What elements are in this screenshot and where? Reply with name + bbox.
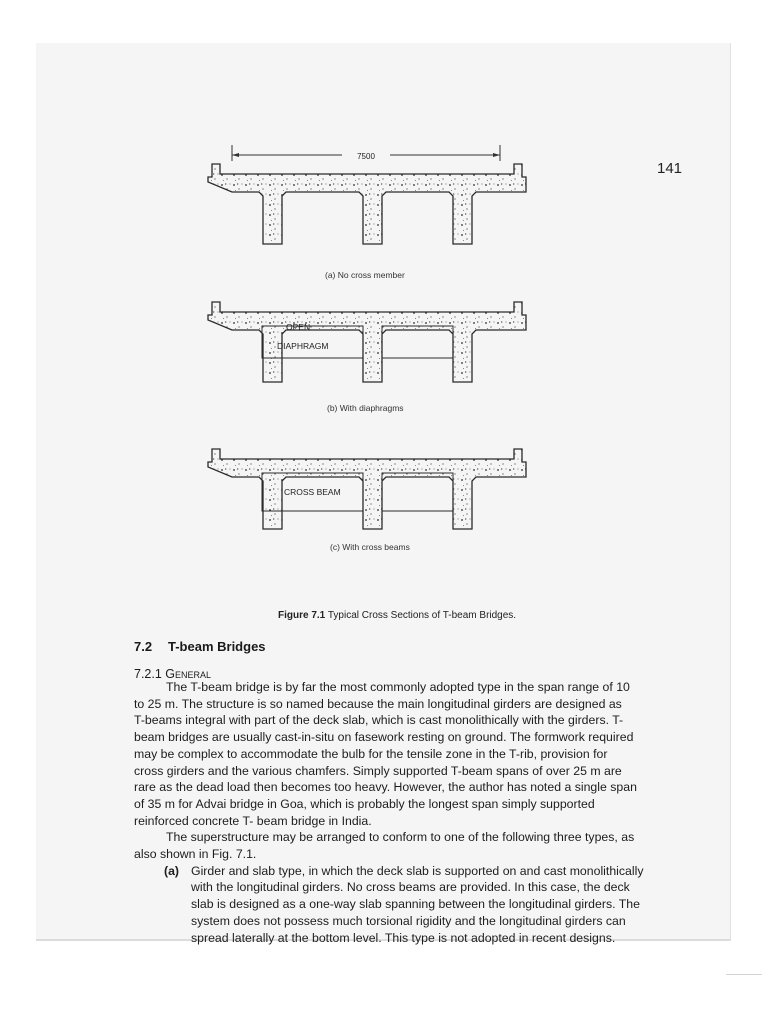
figure-title [278, 610, 516, 621]
panel-c-cross-section [208, 449, 526, 529]
body-text [134, 679, 686, 946]
paragraph-1-line: of 35 m for Advai bridge in Goa, which is probably the longest span simply supported [134, 796, 595, 811]
page-number: 141 [657, 160, 683, 177]
list-item-a-line: with the longitudinal girders. No cross beams are provided. In this case, the deck [191, 880, 630, 895]
paragraph-1-line: reinforced concrete T- beam bridge in India. [134, 813, 372, 828]
span-dimension [232, 145, 500, 161]
subsection-title: General [165, 667, 212, 681]
span-dimension-label: 7500 [357, 152, 375, 161]
list-item-a-text: Girder and slab type, in which the deck slab is supported on and cast monolithically [191, 863, 644, 878]
paragraph-1-line: The T-beam bridge is by far the most commonly adopted type in the span range of 10 [166, 680, 630, 694]
section-heading [134, 639, 266, 654]
figure-caption-a: (a) No cross member [325, 270, 405, 280]
list-item-a-line [134, 863, 686, 880]
figure-title-text: Typical Cross Sections of T-beam Bridges. [327, 610, 517, 621]
section-title: T-beam Bridges [168, 639, 266, 654]
paragraph-1-line: beam bridges are usually cast-in-situ on fasework resting on ground. The formwork required [134, 730, 634, 745]
paragraph-2-line: also shown in Fig. 7.1. [134, 847, 257, 862]
list-item-a-line: spread laterally at the bottom level. This type is not adopted in recent designs. [191, 930, 616, 945]
open-label: OPEN [286, 322, 311, 332]
paragraph-1-line: to 25 m. The structure is so named because the main longitudinal girders are designed as [134, 696, 622, 711]
section-number: 7.2 [134, 639, 153, 654]
paragraph-2-line: The superstructure may be arranged to conform to one of the following three types, as [166, 830, 635, 845]
paragraph-1-line: may be complex to accommodate the bulb for the tensile zone in the T-rib, provision for [134, 746, 608, 761]
paragraph-1-line: T-beams integral with part of the deck slab, which is cast monolithically with the girders. T- [134, 713, 624, 728]
diaphragm-label: DIAPHRAGM [277, 341, 329, 351]
subsection-number: 7.2.1 [134, 667, 162, 681]
figure-7-1 [36, 43, 730, 603]
figure-caption-b: (b) With diaphragms [327, 403, 404, 413]
panel-b-cross-section [208, 302, 526, 382]
paragraph-1-line: cross girders and the various chamfers. Simply supported T-beam spans of over 25 m are [134, 763, 622, 778]
cross-beam-right [382, 473, 453, 511]
list-item-a-line: slab is designed as a one-way slab spanning between the longitudinal girders. The [191, 897, 640, 912]
paragraph-1-line: rare as the dead load then becomes too heavy. However, the author has noted a single span [134, 780, 637, 795]
list-item-a-label: (a) [164, 863, 180, 878]
scan-edge-mark [726, 974, 762, 975]
figure-caption-c: (c) With cross beams [330, 542, 410, 552]
list-item-a-line: system does not possess much torsional rigidity and the longitudinal girders can [191, 913, 626, 928]
panel-a-cross-section [208, 164, 526, 244]
document-page [36, 43, 731, 945]
figure-title-number: Figure 7.1 [278, 610, 326, 621]
cross-beam-label: CROSS BEAM [284, 487, 341, 497]
open-diaphragm-right [382, 326, 453, 358]
